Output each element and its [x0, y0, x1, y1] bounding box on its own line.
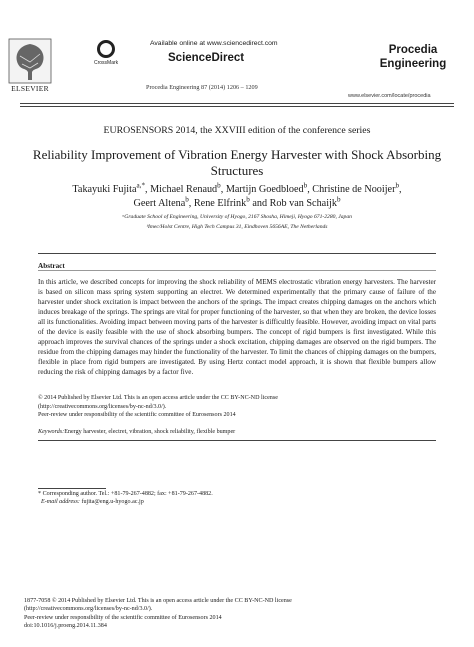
elsevier-wordmark: ELSEVIER — [11, 84, 49, 93]
abstract-body: In this article, we described concepts for improving the shock reliability of MEMS electrostatic vibration energy harvesters. The harvester is based on silicon mass spring system supporting an electret. We determined experimentally that the primary cause of failure of the harvester under shock excitation is impact between the anchors of the springs. The impact creates chipping damages on the anchors which induces breakage of the springs. The springs are vital for proper functioning of the harvester, so that when they are broken, the device losses all its functionalities. Avoiding impact between moving parts of the harvester is difficultly feasible. However, avoiding impact on vital parts of the device is easily feasible with the use of shock absorbing bumpers. The concept of rigid bumpers is first investigated. While this approach improves the survival chances of the springs under a shock excitation, chipping damages are observed on the rigid bumpers. The residue from the chipping damages may hinder the functionality of the harvester. To limit the chances of chipping damages on the bumpers, flexible in place from rigid bumpers are investigated. By using Hertz contact model approach, it is shown that flexible bumpers allow reducing the risk of chipping damages by a factor five. — [38, 278, 436, 376]
copyright-line-1: © 2014 Published by Elsevier Ltd. This is an open access article under the CC BY-NC-ND license — [38, 395, 278, 401]
footnote-email-line — [38, 498, 436, 506]
abstract-top-rule — [38, 253, 436, 254]
author-6: Rene Elfrink$^b$ and — [193, 195, 270, 209]
keywords-label: Keywords: — [38, 429, 65, 435]
corresponding-author-footnote — [38, 490, 436, 507]
header-divider — [20, 103, 454, 104]
journal-name-line2: Engineering — [379, 58, 447, 70]
journal-url-link[interactable]: www.elsevier.com/locate/procedia — [348, 93, 431, 99]
author-5: Geert Altena$^b$, — [133, 195, 194, 209]
available-online-text[interactable]: Available online at www.sciencedirect.com — [150, 40, 278, 47]
crossmark-icon — [97, 40, 115, 58]
crossmark-label: CrossMark — [94, 60, 119, 66]
copyright-notice — [38, 394, 436, 420]
elsevier-logo[interactable] — [8, 38, 52, 94]
doi-link[interactable]: doi:10.1016/j.proeng.2014.11.384 — [24, 623, 107, 630]
bottom-license-block — [24, 597, 454, 631]
header-divider-2 — [20, 106, 454, 107]
affiliation-b: ᵇImec/Holst Centre, High Tech Campus 31, Eindhoven 5656AE, The Netherlands — [146, 224, 328, 230]
journal-citation: Procedia Engineering 87 (2014) 1206 – 1209 — [146, 84, 258, 91]
journal-name-line1: Procedia — [388, 44, 438, 56]
license-link[interactable]: (http://creativecommons.org/licenses/by-nc-nd/3.0/). — [38, 403, 167, 410]
bottom-license-link[interactable]: (http://creativecommons.org/licenses/by-nc-nd/3.0/). — [24, 606, 153, 613]
copyright-line-3: Peer-review under responsibility of the scientific committee of Eurosensors 2014 — [38, 412, 236, 419]
keywords-list: Energy harvester, electret, vibration, shock reliability, flexible bumper — [64, 429, 236, 435]
author-3: Martijn Goedbloed$^b$, — [225, 181, 313, 195]
elsevier-tree-icon — [8, 38, 52, 84]
abstract-bottom-rule — [38, 440, 436, 441]
email-label: E-mail address: — [41, 499, 80, 506]
abstract-head-rule — [38, 270, 436, 271]
author-list — [24, 183, 450, 211]
conference-line: EUROSENSORS 2014, the XXVIII edition of the conference series — [103, 125, 371, 136]
peer-review-line: Peer-review under responsibility of the scientific committee of Eurosensors 2014 — [24, 614, 222, 621]
issn-line: 1877-7058 © 2014 Published by Elsevier Ltd. This is an open access article under the CC BY-NC-ND license — [24, 598, 292, 604]
footnote-phone: * Corresponding author. Tel.: +81-79-267-4882; fax: +81-79-267-4882. — [38, 491, 213, 497]
affiliation-a: ᵃGraduate School of Engineering, University of Hyogo, 2167 Shosha, Himeji, Hyogo 671-2280, Japan — [122, 214, 352, 220]
paper-title: Reliability Improvement of Vibration Energy Harvester with Shock Absorbing Structures — [32, 147, 442, 178]
journal-name — [360, 44, 466, 71]
email-link[interactable]: fujita@eng.u-hyogo.ac.jp — [81, 499, 144, 506]
author-1: Takayuki Fujita$^{a,*}$, — [72, 181, 151, 195]
sciencedirect-logo[interactable]: ScienceDirect — [168, 52, 245, 64]
keywords — [38, 429, 436, 435]
author-4: Christine de Nooijer$^b$, — [312, 181, 402, 195]
abstract-heading: Abstract — [38, 262, 65, 270]
footnote-rule — [38, 488, 106, 489]
author-2: Michael Renaud$^b$, — [150, 181, 226, 195]
crossmark-badge[interactable] — [94, 40, 118, 72]
author-7: Rob van Schaijk$^b$ — [269, 195, 341, 209]
